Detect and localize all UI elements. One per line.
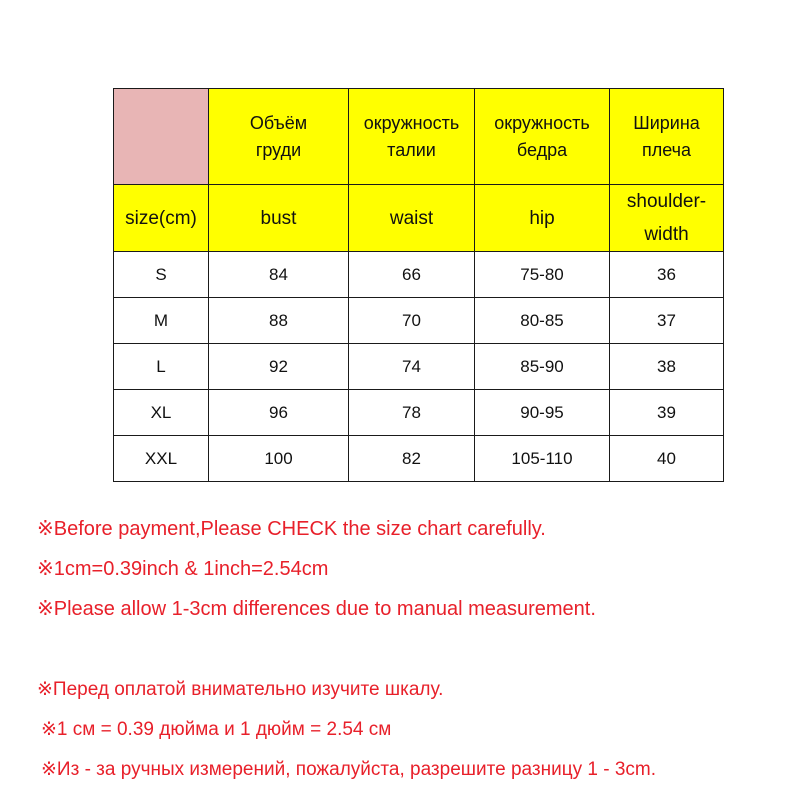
note-ru-check-size: ※Перед оплатой внимательно изучите шкалу. xyxy=(37,679,444,700)
shoulder-cell: 37 xyxy=(610,298,724,344)
hip-cell: 85-90 xyxy=(475,344,610,390)
header-ru-waist: окружность талии xyxy=(349,89,475,185)
waist-cell: 74 xyxy=(349,344,475,390)
table-row xyxy=(114,252,724,298)
header-ru-shoulder: Ширина плеча xyxy=(610,89,724,185)
bust-cell: 96 xyxy=(209,390,349,436)
table-row xyxy=(114,344,724,390)
shoulder-cell: 39 xyxy=(610,390,724,436)
header-en-hip: hip xyxy=(475,185,610,252)
header-en-waist: waist xyxy=(349,185,475,252)
size-cell: L xyxy=(114,344,209,390)
waist-cell: 70 xyxy=(349,298,475,344)
bust-cell: 88 xyxy=(209,298,349,344)
header-ru-hip: окружность бедра xyxy=(475,89,610,185)
hip-cell: 90-95 xyxy=(475,390,610,436)
size-cell: XXL xyxy=(114,436,209,482)
hip-cell: 75-80 xyxy=(475,252,610,298)
header-row-english xyxy=(114,185,724,252)
shoulder-cell: 38 xyxy=(610,344,724,390)
header-en-bust: bust xyxy=(209,185,349,252)
size-chart-table xyxy=(113,88,724,482)
note-ru-conversion: ※1 см = 0.39 дюйма и 1 дюйм = 2.54 см xyxy=(41,719,392,740)
header-en-size: size(cm) xyxy=(114,185,209,252)
size-cell: M xyxy=(114,298,209,344)
table-row xyxy=(114,298,724,344)
waist-cell: 82 xyxy=(349,436,475,482)
shoulder-cell: 40 xyxy=(610,436,724,482)
note-en-conversion: ※1cm=0.39inch & 1inch=2.54cm xyxy=(37,558,329,580)
hip-cell: 80-85 xyxy=(475,298,610,344)
header-en-shoulder: shoulder- width xyxy=(610,185,724,252)
size-cell: XL xyxy=(114,390,209,436)
note-ru-difference: ※Из - за ручных измерений, пожалуйста, разрешите разницу 1 - 3cm. xyxy=(41,759,656,780)
header-ru-bust: Объём груди xyxy=(209,89,349,185)
bust-cell: 92 xyxy=(209,344,349,390)
size-cell: S xyxy=(114,252,209,298)
corner-cell xyxy=(114,89,209,185)
waist-cell: 78 xyxy=(349,390,475,436)
shoulder-cell: 36 xyxy=(610,252,724,298)
table-row xyxy=(114,390,724,436)
hip-cell: 105-110 xyxy=(475,436,610,482)
note-en-check-size: ※Before payment,Please CHECK the size chart carefully. xyxy=(37,518,546,540)
table-row xyxy=(114,436,724,482)
bust-cell: 100 xyxy=(209,436,349,482)
bust-cell: 84 xyxy=(209,252,349,298)
header-row-russian xyxy=(114,89,724,185)
waist-cell: 66 xyxy=(349,252,475,298)
note-en-difference: ※Please allow 1-3cm differences due to manual measurement. xyxy=(37,598,596,620)
